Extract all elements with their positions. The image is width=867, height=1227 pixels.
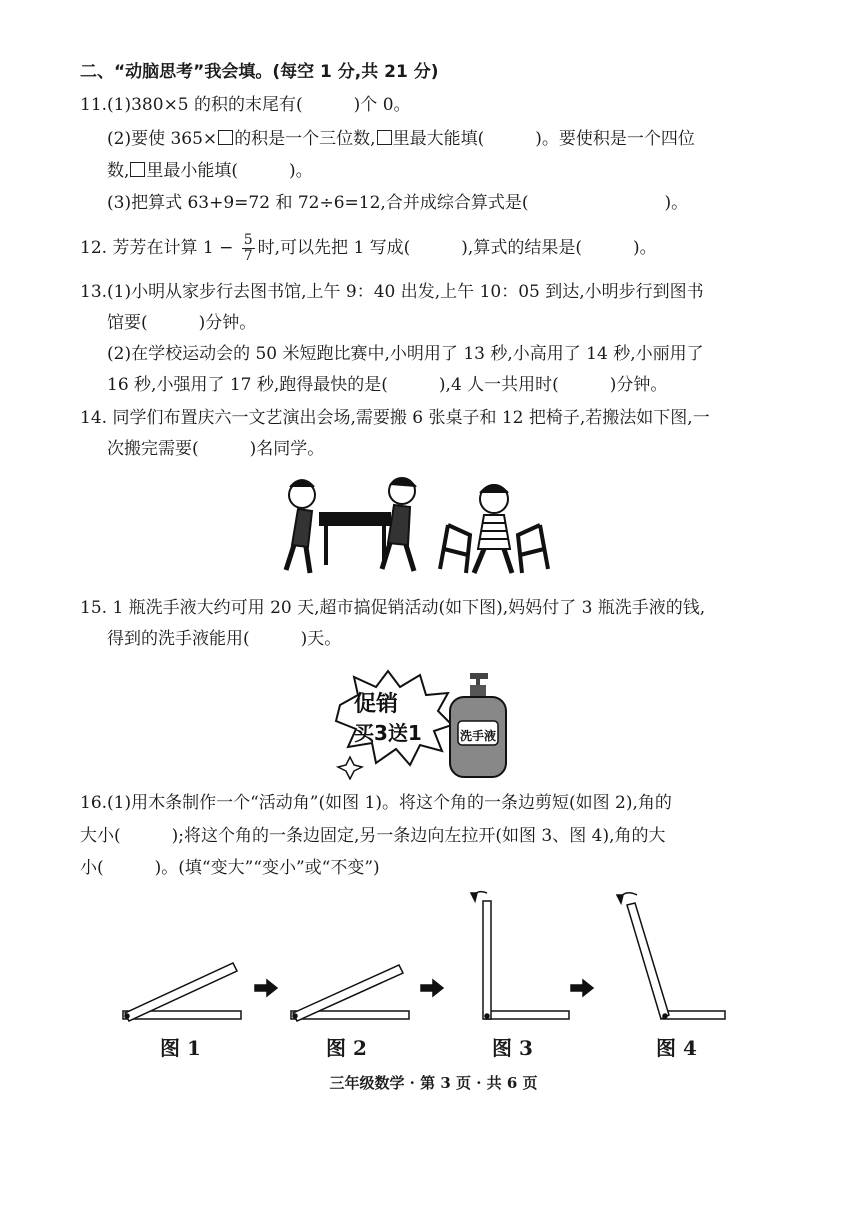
q15-line1: 15. 1 瓶洗手液大约可用 20 天,超市搞促销活动(如下图),妈妈付了 3 瓶洗手液的钱, xyxy=(80,598,706,618)
carrying-furniture-illustration xyxy=(280,465,560,585)
q11-part2-line1 xyxy=(107,127,695,151)
q11-text-a: (2)要使 365× xyxy=(107,129,218,149)
promotion-graphic xyxy=(330,665,510,780)
figure-2-label: 图 2 xyxy=(326,1036,367,1060)
figure-1-label: 图 1 xyxy=(160,1036,201,1060)
q16-line1: 16.(1)用木条制作一个“活动角”(如图 1)。将这个角的一条边剪短(如图 2),角的 xyxy=(80,793,672,813)
q11-part1: 11.(1)380×5 的积的末尾有( )个 0。 xyxy=(80,95,411,115)
q11-text-d: 数, xyxy=(107,161,130,181)
q13-line3: (2)在学校运动会的 50 米短跑比赛中,小明用了 13 秒,小高用了 14 秒,小丽用了 xyxy=(107,344,704,364)
fraction-numerator: 5 xyxy=(243,232,253,248)
q15-line2: 得到的洗手液能用( )天。 xyxy=(107,629,342,649)
blank-square-icon xyxy=(130,162,145,177)
q14-line2: 次搬完需要( )名同学。 xyxy=(107,439,325,459)
q13-line2: 馆要( )分钟。 xyxy=(107,313,257,333)
q12-text-a: 12. 芳芳在计算 1 − xyxy=(80,238,234,258)
q11-part2-line2 xyxy=(107,159,313,183)
q13-line1: 13.(1)小明从家步行去图书馆,上午 9：40 出发,上午 10：05 到达,小明步行到图书 xyxy=(80,282,704,302)
figure-4-label: 图 4 xyxy=(656,1036,697,1060)
q11-text-b: 的积是一个三位数, xyxy=(234,129,376,149)
promo-offer: 买3送1 xyxy=(354,721,422,745)
promo-title: 促销 xyxy=(354,692,399,717)
q16-line3: 小( )。(填“变大”“变小”或“不变”) xyxy=(80,858,380,878)
figure-3-label: 图 3 xyxy=(492,1036,533,1060)
q11-text-c: 里最大能填( )。要使积是一个四位 xyxy=(392,129,695,149)
section-title: 二、“动脑思考”我会填。(每空 1 分,共 21 分) xyxy=(80,62,439,82)
q11-part3: (3)把算式 63+9=72 和 72÷6=12,合并成综合算式是( )。 xyxy=(107,193,689,213)
angle-figures xyxy=(115,885,735,1030)
q11-text-e: 里最小能填( )。 xyxy=(146,161,313,181)
q12-text-b: 时,可以先把 1 写成( ),算式的结果是( )。 xyxy=(257,238,657,258)
q16-line2: 大小( );将这个角的一条边固定,另一条边向左拉开(如图 3、图 4),角的大 xyxy=(80,826,666,846)
blank-square-icon xyxy=(377,130,392,145)
q13-line4: 16 秒,小强用了 17 秒,跑得最快的是( ),4 人一共用时( )分钟。 xyxy=(107,375,668,395)
q12 xyxy=(80,233,657,264)
page-footer: 三年级数学 · 第 3 页 · 共 6 页 xyxy=(329,1074,538,1092)
fraction-denominator: 7 xyxy=(243,248,253,264)
bottle-label: 洗手液 xyxy=(459,729,496,743)
fraction xyxy=(242,233,255,264)
q14-line1: 14. 同学们布置庆六一文艺演出会场,需要搬 6 张桌子和 12 把椅子,若搬法如下图,一 xyxy=(80,408,710,428)
blank-square-icon xyxy=(218,130,233,145)
